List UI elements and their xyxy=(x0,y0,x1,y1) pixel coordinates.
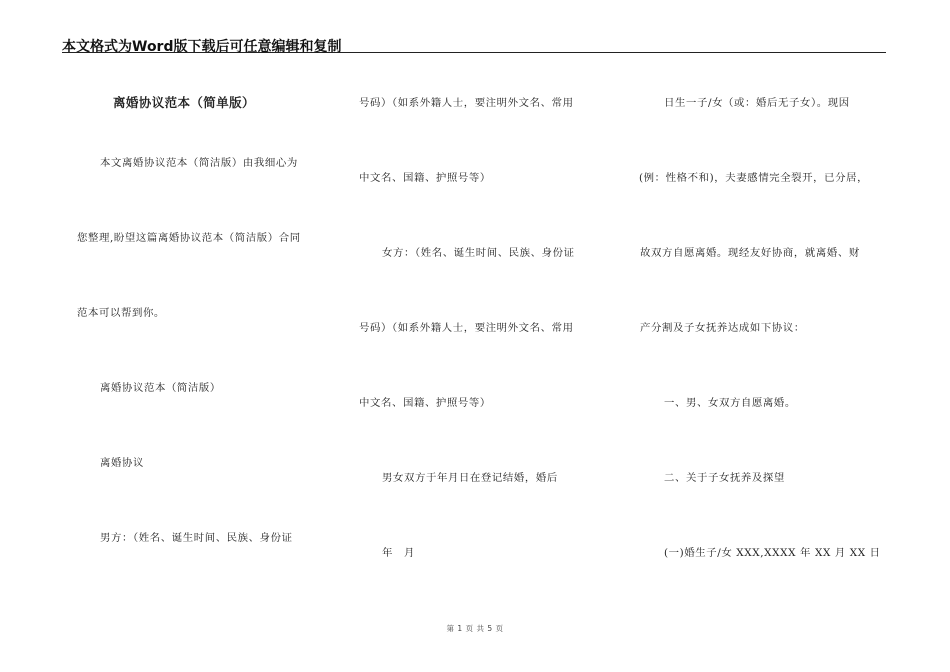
text-line: 中文名、国籍、护照号等） xyxy=(359,397,491,409)
text-line: (一)婚生子/女 XXX,XXXX 年 XX 月 XX 日 xyxy=(664,547,881,559)
document-title: 离婚协议范本（简单版） xyxy=(113,95,255,110)
text-line: 号码）（如系外籍人士，要注明外文名、常用 xyxy=(359,97,574,109)
text-line: (例：性格不和)，夫妻感情完全裂开，已分居， xyxy=(639,172,869,184)
text-line: 产分割及子女抚养达成如下协议： xyxy=(640,322,805,334)
text-line: 范本可以帮到你。 xyxy=(77,307,165,319)
text-line: 男方：（姓名、诞生时间、民族、身份证 xyxy=(100,532,293,544)
document-header: 本文格式为Word版下载后可任意编辑和复制 xyxy=(62,39,342,55)
text-line: 号码）（如系外籍人士，要注明外文名、常用 xyxy=(359,322,574,334)
text-line: 本文离婚协议范本（简洁版）由我细心为 xyxy=(100,157,298,169)
section-heading: 离婚协议范本（简洁版） xyxy=(100,382,221,394)
section-heading: 二、关于子女抚养及探望 xyxy=(664,472,785,484)
page-footer: 第 1 页 共 5 页 xyxy=(446,624,504,633)
text-line: 日生一子/女（或：婚后无子女）。现因 xyxy=(664,97,850,109)
text-line: 中文名、国籍、护照号等） xyxy=(359,172,491,184)
section-heading: 一、男、女双方自愿离婚。 xyxy=(664,397,796,409)
text-line: 女方：（姓名、诞生时间、民族、身份证 xyxy=(382,247,575,259)
section-heading: 离婚协议 xyxy=(100,457,144,469)
text-line: 男女双方于年月日在登记结婚，婚后 xyxy=(382,472,558,484)
header-divider xyxy=(62,52,886,53)
text-line: 故双方自愿离婚。现经友好协商，就离婚、财 xyxy=(640,247,860,259)
text-line: 您整理,盼望这篇离婚协议范本（简洁版）合同 xyxy=(77,232,301,244)
text-line: 年 月 xyxy=(382,547,415,559)
